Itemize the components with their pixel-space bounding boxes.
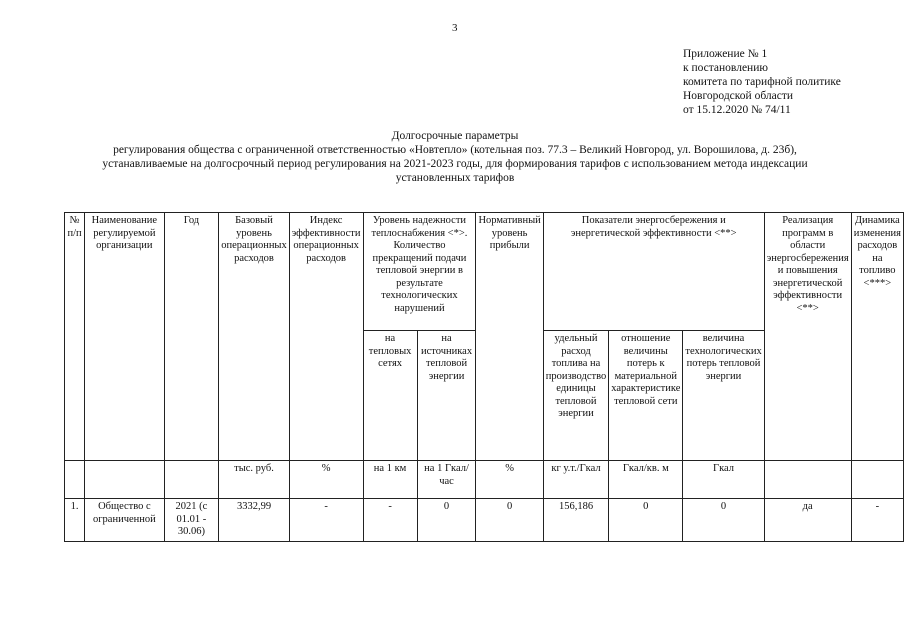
- row-fuel-rate: 156,186: [543, 499, 608, 542]
- header-num: № п/п: [65, 213, 85, 461]
- unit-profit: %: [476, 461, 543, 499]
- header-loss-ratio: отношение величины потерь к материальной характеристике тепловой сети: [609, 331, 683, 461]
- header-reliability: Уровень надежности теплоснабжения <*>. Количество прекращений подачи тепловой энергии в результате технологических нарушений: [363, 213, 476, 331]
- header-energy-saving: Показатели энергосбережения и энергетической эффективности <**>: [543, 213, 764, 331]
- header-index: Индекс эффективности операционных расходов: [289, 213, 363, 461]
- row-num: 1.: [65, 499, 85, 542]
- unit-cell-empty: [85, 461, 164, 499]
- appendix-line: от 15.12.2020 № 74/11: [683, 104, 791, 116]
- appendix-line: Новгородской области: [683, 90, 794, 102]
- row-base-level: 3332,99: [219, 499, 289, 542]
- title-line: регулирования общества с ограниченной ответственностью «Новтепло» (котельная поз. 77.3 – Великий Новгород, ул. Ворошилова, д. 23б),: [113, 144, 797, 156]
- header-reliability-sources: на источниках тепловой энергии: [417, 331, 476, 461]
- unit-cell-empty: [851, 461, 903, 499]
- title-line: установленных тарифов: [395, 172, 515, 184]
- row-profit: 0: [476, 499, 543, 542]
- unit-loss-ratio: Гкал/кв. м: [609, 461, 683, 499]
- header-tech-losses: величина технологических потерь тепловой энергии: [683, 331, 764, 461]
- header-fuel-dynamics: Динамика изменения расходов на топливо <***>: [851, 213, 903, 461]
- appendix-line: к постановлению: [683, 62, 768, 74]
- row-loss-ratio: 0: [609, 499, 683, 542]
- appendix-line: комитета по тарифной политике: [683, 76, 841, 88]
- header-fuel-rate: удельный расход топлива на производство единицы тепловой энергии: [543, 331, 608, 461]
- document-title: [60, 129, 850, 185]
- header-reliability-networks: на тепловых сетях: [363, 331, 417, 461]
- page-number: 3: [452, 22, 458, 34]
- title-line: Долгосрочные параметры: [391, 130, 519, 142]
- appendix-line: Приложение № 1: [683, 48, 768, 60]
- row-fuel-dynamics: -: [851, 499, 903, 542]
- row-reliability-networks: -: [363, 499, 417, 542]
- row-org-name: Общество с ограниченной: [85, 499, 164, 542]
- unit-cell-empty: [65, 461, 85, 499]
- header-org-name: Наименование регулируемой организации: [85, 213, 164, 461]
- unit-base-level: тыс. руб.: [219, 461, 289, 499]
- row-index: -: [289, 499, 363, 542]
- unit-reliability-sources: на 1 Гкал/час: [417, 461, 476, 499]
- unit-cell-empty: [164, 461, 219, 499]
- row-reliability-sources: 0: [417, 499, 476, 542]
- row-program: да: [764, 499, 851, 542]
- unit-cell-empty: [764, 461, 851, 499]
- unit-index: %: [289, 461, 363, 499]
- header-year: Год: [164, 213, 219, 461]
- parameters-table: [64, 212, 904, 542]
- row-tech-losses: 0: [683, 499, 764, 542]
- unit-tech-losses: Гкал: [683, 461, 764, 499]
- unit-reliability-networks: на 1 км: [363, 461, 417, 499]
- header-program: Реализация программ в области энергосбережения и повышения энергетической эффективности <**>: [764, 213, 851, 461]
- appendix-block: [683, 47, 841, 117]
- header-profit: Нормативный уровень прибыли: [476, 213, 543, 461]
- unit-fuel-rate: кг у.т./Гкал: [543, 461, 608, 499]
- title-line: устанавливаемые на долгосрочный период регулирования на 2021-2023 годы, для формирования тарифов с использованием метода индексации: [102, 158, 808, 170]
- row-year: 2021 (с 01.01 - 30.06): [164, 499, 219, 542]
- table-row: [65, 499, 904, 542]
- header-base-level: Базовый уровень операционных расходов: [219, 213, 289, 461]
